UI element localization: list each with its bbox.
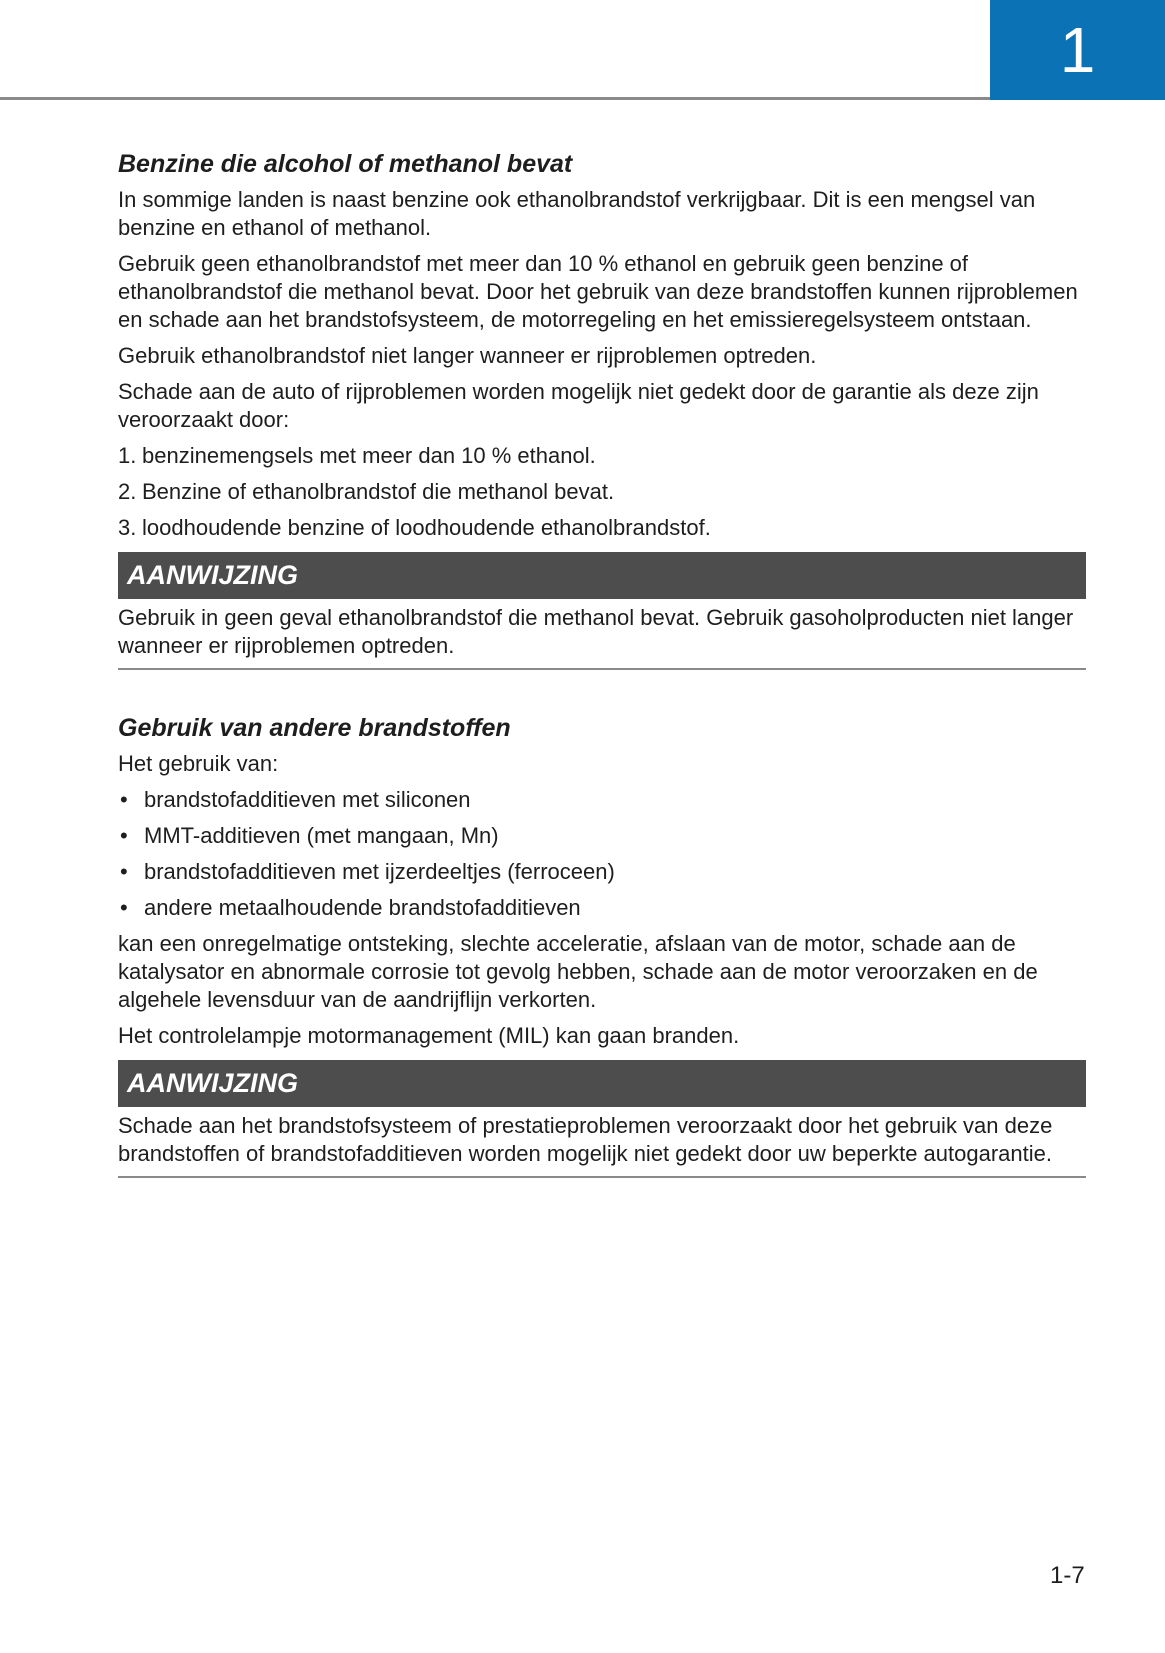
list-number: 3. xyxy=(118,515,137,540)
list-item xyxy=(118,442,1086,470)
list-item xyxy=(118,514,1086,542)
list-number: 2. xyxy=(118,479,137,504)
bullet-icon: • xyxy=(120,895,128,920)
list-item-text: MMT-additieven (met mangaan, Mn) xyxy=(144,823,499,848)
section-alcohol-methanol xyxy=(118,148,1086,670)
list-item xyxy=(118,786,1086,814)
numbered-list xyxy=(118,442,1086,542)
note-text: Schade aan het brandstofsysteem of prestatieproblemen veroorzaakt door het gebruik van deze brandstoffen of brandstofadditieven worden mogelijk niet gedekt door uw beperkte autogarantie. xyxy=(118,1113,1053,1166)
list-item-text: brandstofadditieven met siliconen xyxy=(144,787,471,812)
bullet-icon: • xyxy=(120,823,128,848)
list-item-text: andere metaalhoudende brandstofadditieven xyxy=(144,895,581,920)
paragraph: Gebruik ethanolbrandstof niet langer wanneer er rijproblemen optreden. xyxy=(118,343,817,368)
paragraph: Schade aan de auto of rijproblemen worden mogelijk niet gedekt door de garantie als deze zijn veroorzaakt door: xyxy=(118,379,1039,432)
chapter-tab xyxy=(990,0,1165,100)
list-number: 1. xyxy=(118,443,137,468)
spacer xyxy=(118,670,1086,712)
section-other-fuels xyxy=(118,712,1086,1178)
list-item-text: Benzine of ethanolbrandstof die methanol bevat. xyxy=(142,479,615,504)
chapter-number: 1 xyxy=(1059,14,1096,86)
bullet-list xyxy=(118,786,1086,922)
list-item-text: brandstofadditieven met ijzerdeeltjes (ferroceen) xyxy=(144,859,615,884)
list-item xyxy=(118,894,1086,922)
list-item-text: benzinemengsels met meer dan 10 % ethanol. xyxy=(142,443,596,468)
paragraph: In sommige landen is naast benzine ook ethanolbrandstof verkrijgbaar. Dit is een mengsel van benzine en ethanol of methanol. xyxy=(118,187,1036,240)
bullet-icon: • xyxy=(120,859,128,884)
bullet-icon: • xyxy=(120,787,128,812)
paragraph: Het gebruik van: xyxy=(118,751,279,776)
list-item xyxy=(118,822,1086,850)
list-item xyxy=(118,478,1086,506)
paragraph: Gebruik geen ethanolbrandstof met meer dan 10 % ethanol en gebruik geen benzine of ethanolbrandstof die methanol bevat. Door het gebruik van deze brandstoffen kunnen rijproblemen en schade aan het brandstofsysteem, de motorregeling en het emissieregelsysteem ontstaan. xyxy=(118,251,1078,332)
note-box xyxy=(118,552,1086,670)
note-header: AANWIJZING xyxy=(118,1060,1086,1107)
list-item xyxy=(118,858,1086,886)
section-title: Benzine die alcohol of methanol bevat xyxy=(118,150,573,178)
note-divider xyxy=(118,1176,1086,1178)
paragraph: kan een onregelmatige ontsteking, slechte acceleratie, afslaan van de motor, schade aan de katalysator en abnormale corrosie tot gevolg hebben, schade aan de motor veroorzaken en de algehele levensduur van de aandrijflijn verkorten. xyxy=(118,931,1038,1012)
page-number: 1-7 xyxy=(1050,1562,1085,1589)
note-header: AANWIJZING xyxy=(118,552,1086,599)
section-title: Gebruik van andere brandstoffen xyxy=(118,714,511,742)
page-content xyxy=(118,148,1086,1178)
note-text: Gebruik in geen geval ethanolbrandstof die methanol bevat. Gebruik gasoholproducten niet langer wanneer er rijproblemen optreden. xyxy=(118,605,1074,658)
list-item-text: loodhoudende benzine of loodhoudende ethanolbrandstof. xyxy=(142,515,711,540)
paragraph: Het controlelampje motormanagement (MIL) kan gaan branden. xyxy=(118,1023,740,1048)
note-box xyxy=(118,1060,1086,1178)
